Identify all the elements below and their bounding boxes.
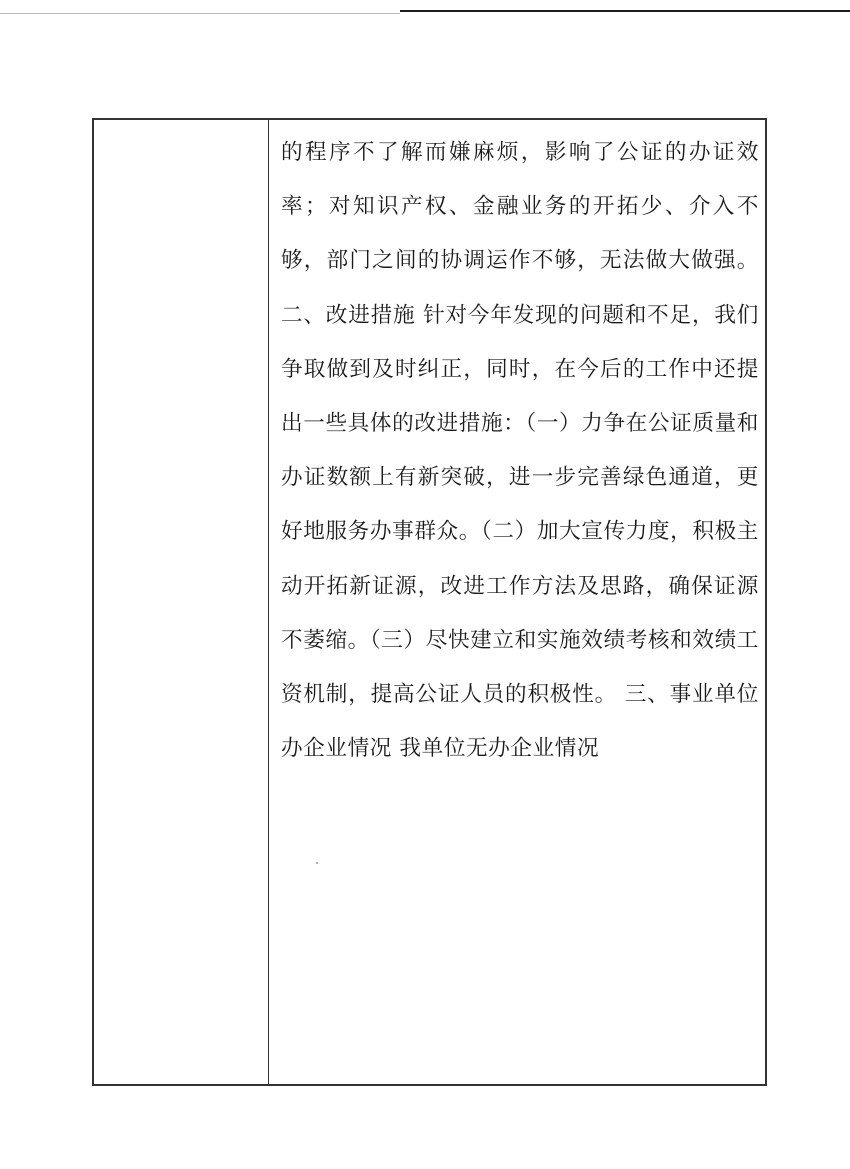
scan-edge-line	[0, 13, 400, 14]
report-body-text: 的程序不了解而嫌麻烦，影响了公证的办证效率；对知识产权、金融业务的开拓少、介入不够，部门之间的协调运作不够，无法做大做强。 二、改进措施 针对今年发现的问题和不足，我们争取做到及时纠正，同时，在今后的工作中还提出一些具体的改进措施：（一）力争在公证质量和办证数额上有新突破，进一步完善绿色通道，更好地服务办事群众。（二）加大宣传力度，积极主动开拓新证源，改进工作方法及思路，确保证源不萎缩。（三）尽快建立和实施效绩考核和效绩工资机制，提高公证人员的积极性。 三、事业单位办企业情况 我单位无办企业情况	[281, 140, 759, 762]
form-table	[92, 118, 767, 1086]
form-label-cell	[94, 120, 269, 1084]
scan-edge-bar	[400, 10, 850, 12]
scan-speck	[316, 862, 318, 864]
form-content-cell	[269, 120, 765, 1084]
